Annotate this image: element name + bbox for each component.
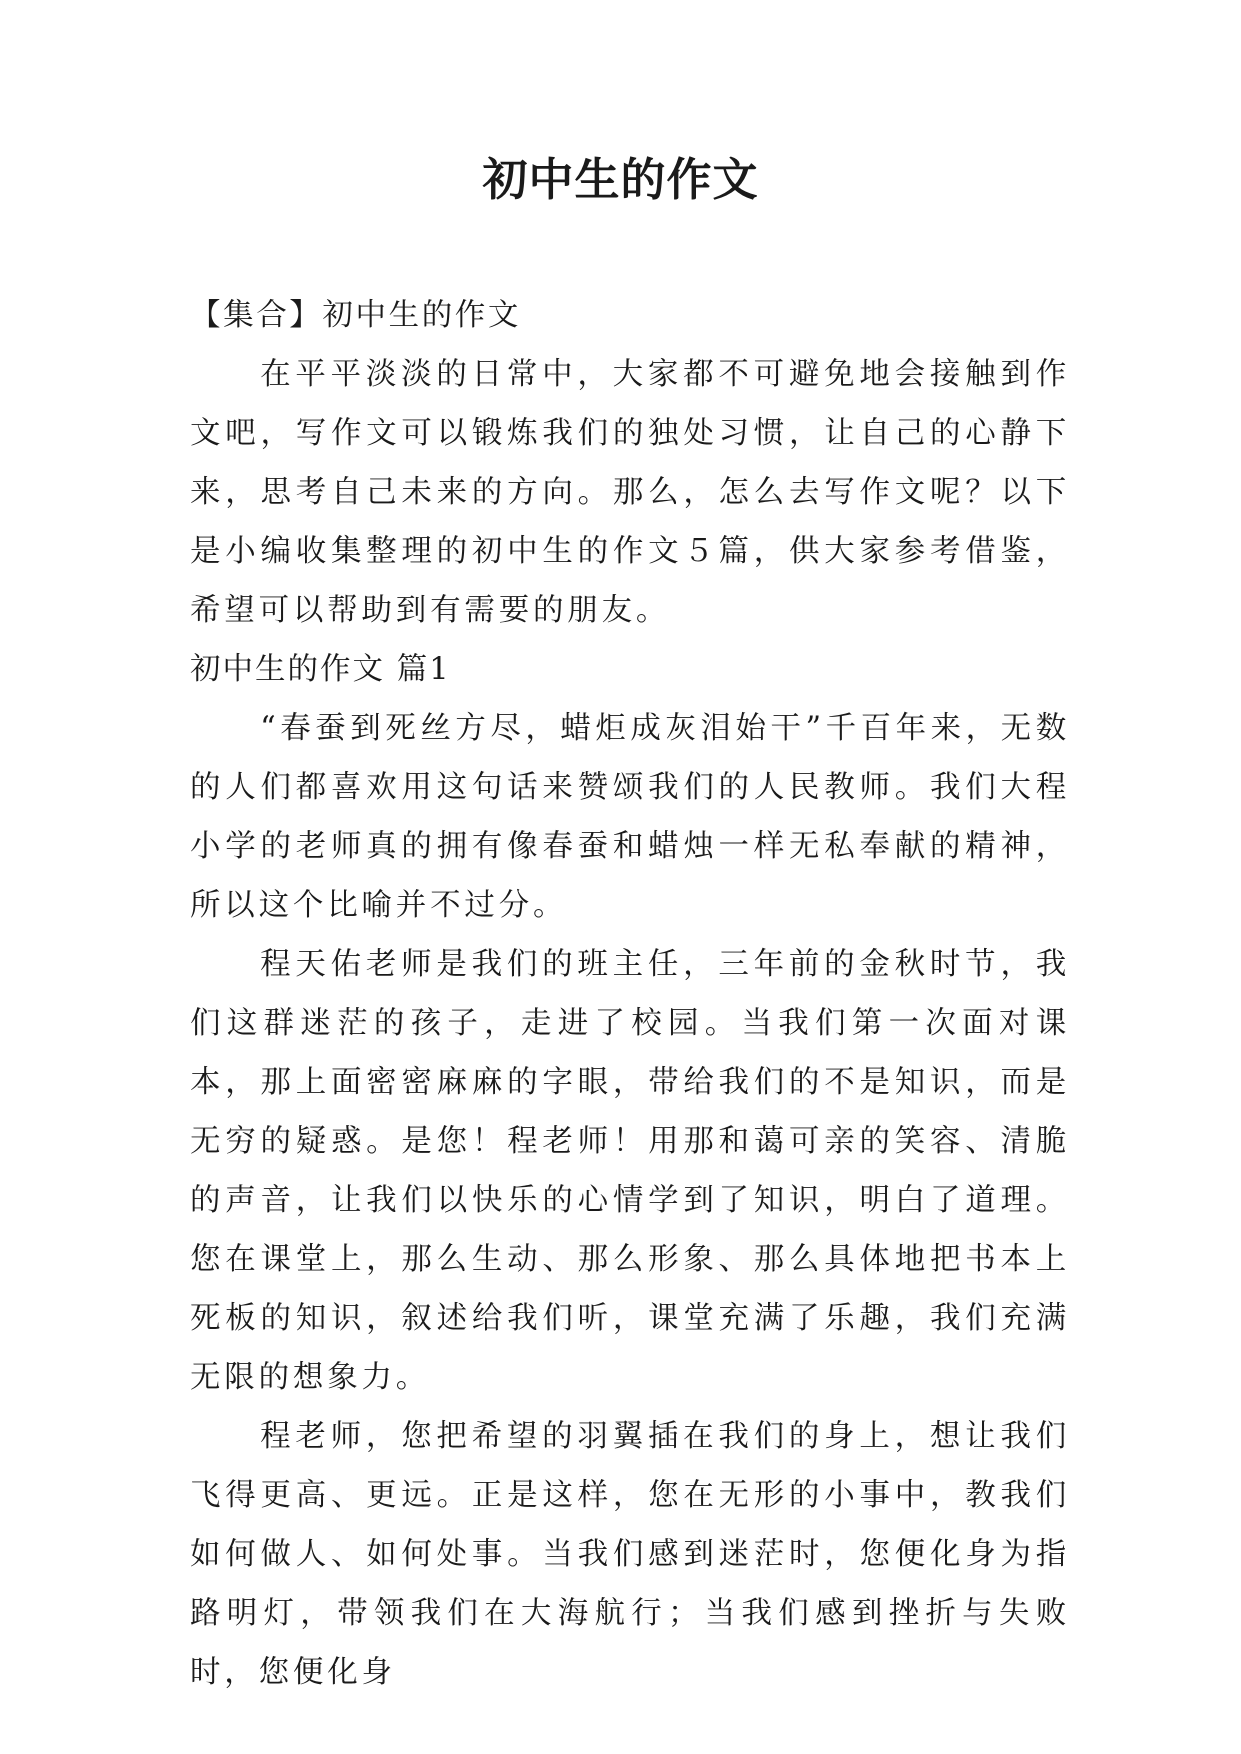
document-body bbox=[190, 286, 1070, 1702]
collection-heading: 【集合】初中生的作文 bbox=[190, 298, 521, 333]
essay-paragraph-3: 程老师，您把希望的羽翼插在我们的身上，想让我们飞得更高、更远。正是这样，您在无形的小事中，教我们如何做人、如何处事。当我们感到迷茫时，您便化身为指路明灯，带领我们在大海航行；当我们感到挫折与失败时，您便化身 bbox=[190, 1419, 1070, 1690]
document-title: 初中生的作文 bbox=[482, 153, 759, 206]
essay-paragraph-1: “春蚕到死丝方尽，蜡炬成灰泪始干”千百年来，无数的人们都喜欢用这句话来赞颂我们的人民教师。我们大程小学的老师真的拥有像春蚕和蜡烛一样无私奉献的精神，所以这个比喻并不过分。 bbox=[190, 711, 1070, 923]
essay-paragraph-2: 程天佑老师是我们的班主任，三年前的金秋时节，我们这群迷茫的孩子，走进了校园。当我们第一次面对课本，那上面密密麻麻的字眼，带给我们的不是知识，而是无穷的疑惑。是您！程老师！用那和蔼可亲的笑容、清脆的声音，让我们以快乐的心情学到了知识，明白了道理。您在课堂上，那么生动、那么形象、那么具体地把书本上死板的知识，叙述给我们听，课堂充满了乐趣，我们充满无限的想象力。 bbox=[190, 947, 1070, 1395]
intro-paragraph: 在平平淡淡的日常中，大家都不可避免地会接触到作文吧，写作文可以锻炼我们的独处习惯，让自己的心静下来，思考自己未来的方向。那么，怎么去写作文呢？以下是小编收集整理的初中生的作文５篇，供大家参考借鉴，希望可以帮助到有需要的朋友。 bbox=[190, 357, 1070, 628]
essay-heading: 初中生的作文 篇1 bbox=[190, 652, 451, 687]
